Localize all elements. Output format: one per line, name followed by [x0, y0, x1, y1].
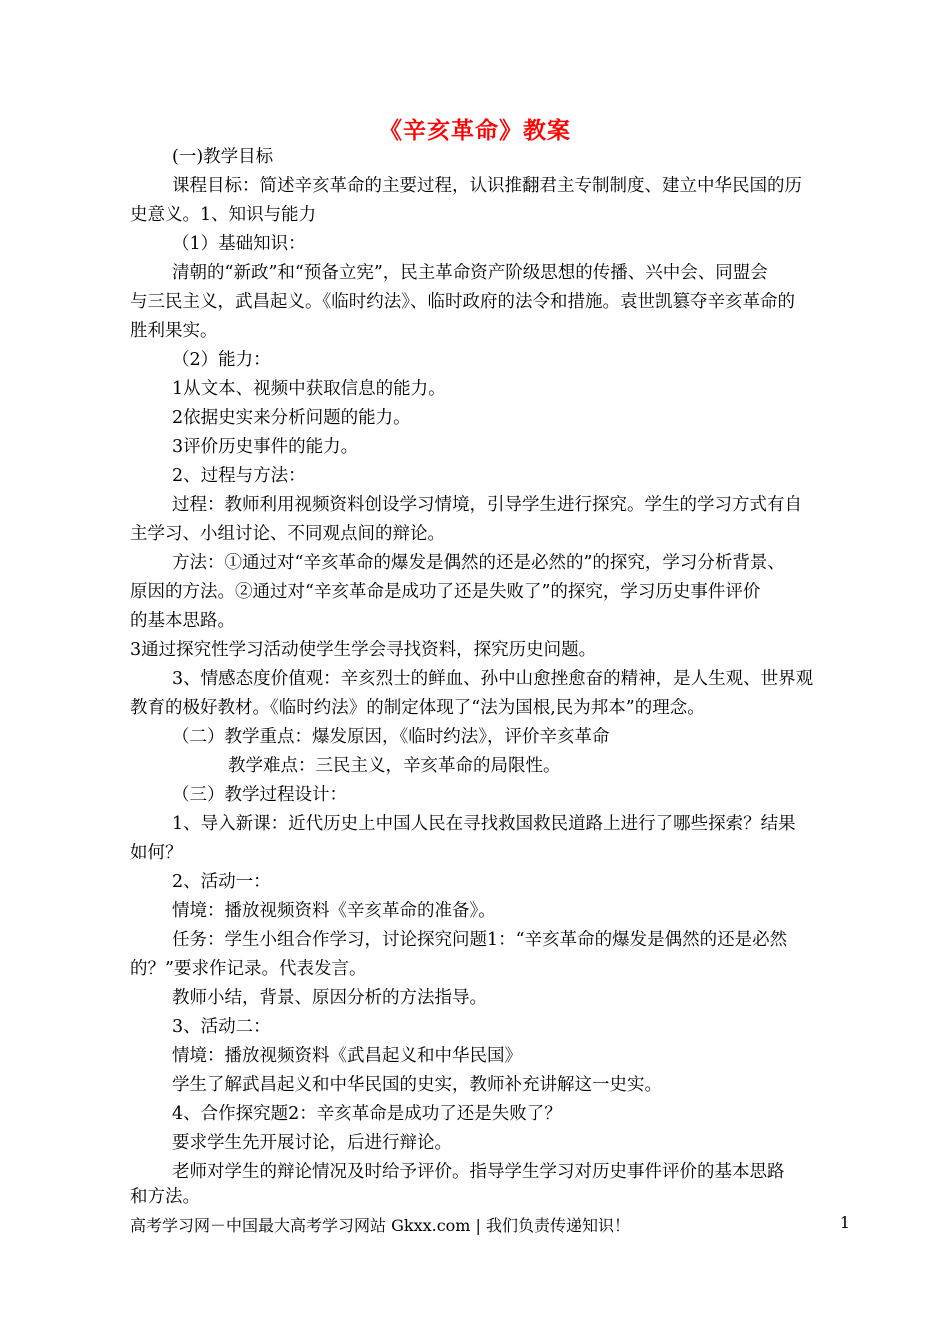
text-line: 教育的极好教材。《临时约法》的制定体现了“法为国根,民为邦本”的理念。: [130, 698, 705, 718]
text-line: 情境：播放视频资料《辛亥革命的准备》。: [172, 901, 496, 921]
page-footer: [130, 1213, 850, 1236]
text-line: 原因的方法。②通过对“辛亥革命是成功了还是失败了”的探究，学习历史事件评价: [130, 582, 761, 602]
text-line: （二）教学重点：爆发原因，《临时约法》，评价辛亥革命: [172, 727, 610, 747]
text-line: 教学难点：三民主义，辛亥革命的局限性。: [228, 756, 561, 776]
text-line: 要求学生先开展讨论，后进行辩论。: [172, 1133, 452, 1153]
text-line: 任务：学生小组合作学习，讨论探究问题1：“辛亥革命的爆发是偶然的还是必然: [172, 930, 788, 950]
text-line: （1）基础知识：: [172, 234, 306, 254]
text-line: 和方法。: [130, 1187, 200, 1207]
document-title: 《辛亥革命》教案: [379, 117, 571, 144]
text-line: 与三民主义，武昌起义。《临时约法》、临时政府的法令和措施。袁世凯篡夺辛亥革命的: [130, 292, 795, 312]
text-line: 学生了解武昌起义和中华民国的史实，教师补充讲解这一史实。: [172, 1075, 662, 1095]
text-line: （2）能力：: [172, 350, 271, 370]
text-line: 方法：①通过对“辛亥革命的爆发是偶然的还是必然的”的探究，学习分析背景、: [172, 553, 785, 573]
text-line: 4、合作探究题2：辛亥革命是成功了还是失败了？: [172, 1104, 562, 1124]
text-line: 2依据史实来分析问题的能力。: [172, 408, 411, 428]
text-line: 3通过探究性学习活动使学生学会寻找资料，探究历史问题。: [130, 640, 597, 660]
text-line: 2、活动一：: [172, 872, 271, 892]
text-line: 主学习、小组讨论、不同观点间的辩论。: [130, 524, 445, 544]
text-line: 3评价历史事件的能力。: [172, 437, 359, 457]
footer-text: 高考学习网－中国最大高考学习网站 Gkxx.com | 我们负责传递知识！: [130, 1216, 631, 1235]
text-line: （三）教学过程设计：: [172, 785, 347, 805]
text-line: 1、导入新课：近代历史上中国人民在寻找救国救民道路上进行了哪些探索？结果: [172, 814, 796, 834]
text-line: 史意义。1、知识与能力: [130, 205, 317, 225]
text-line: 老师对学生的辩论情况及时给予评价。指导学生学习对历史事件评价的基本思路: [172, 1162, 785, 1182]
text-line: 的？”要求作记录。代表发言。: [130, 959, 367, 979]
text-line: 情境：播放视频资料《武昌起义和中华民国》: [172, 1046, 522, 1066]
text-line: 的基本思路。: [130, 611, 235, 631]
text-line: 教师小结，背景、原因分析的方法指导。: [172, 988, 487, 1008]
text-line: 胜利果实。: [130, 321, 218, 341]
text-line: 课程目标：简述辛亥革命的主要过程，认识推翻君主专制制度、建立中华民国的历: [172, 176, 802, 196]
text-line: 清朝的“新政”和“预备立宪”，民主革命资产阶级思想的传播、兴中会、同盟会: [172, 263, 768, 283]
page-number: 1: [839, 1213, 850, 1232]
text-line: 如何？: [130, 843, 183, 863]
text-line: 3、情感态度价值观：辛亥烈士的鲜血、孙中山愈挫愈奋的精神，是人生观、世界观: [172, 669, 814, 689]
text-line: 2、过程与方法：: [172, 466, 306, 486]
text-line: 过程：教师利用视频资料创设学习情境，引导学生进行探究。学生的学习方式有自: [172, 495, 802, 515]
text-line: (一)教学目标: [172, 147, 274, 167]
text-line: 1从文本、视频中获取信息的能力。: [172, 379, 446, 399]
text-line: 3、活动二：: [172, 1017, 271, 1037]
